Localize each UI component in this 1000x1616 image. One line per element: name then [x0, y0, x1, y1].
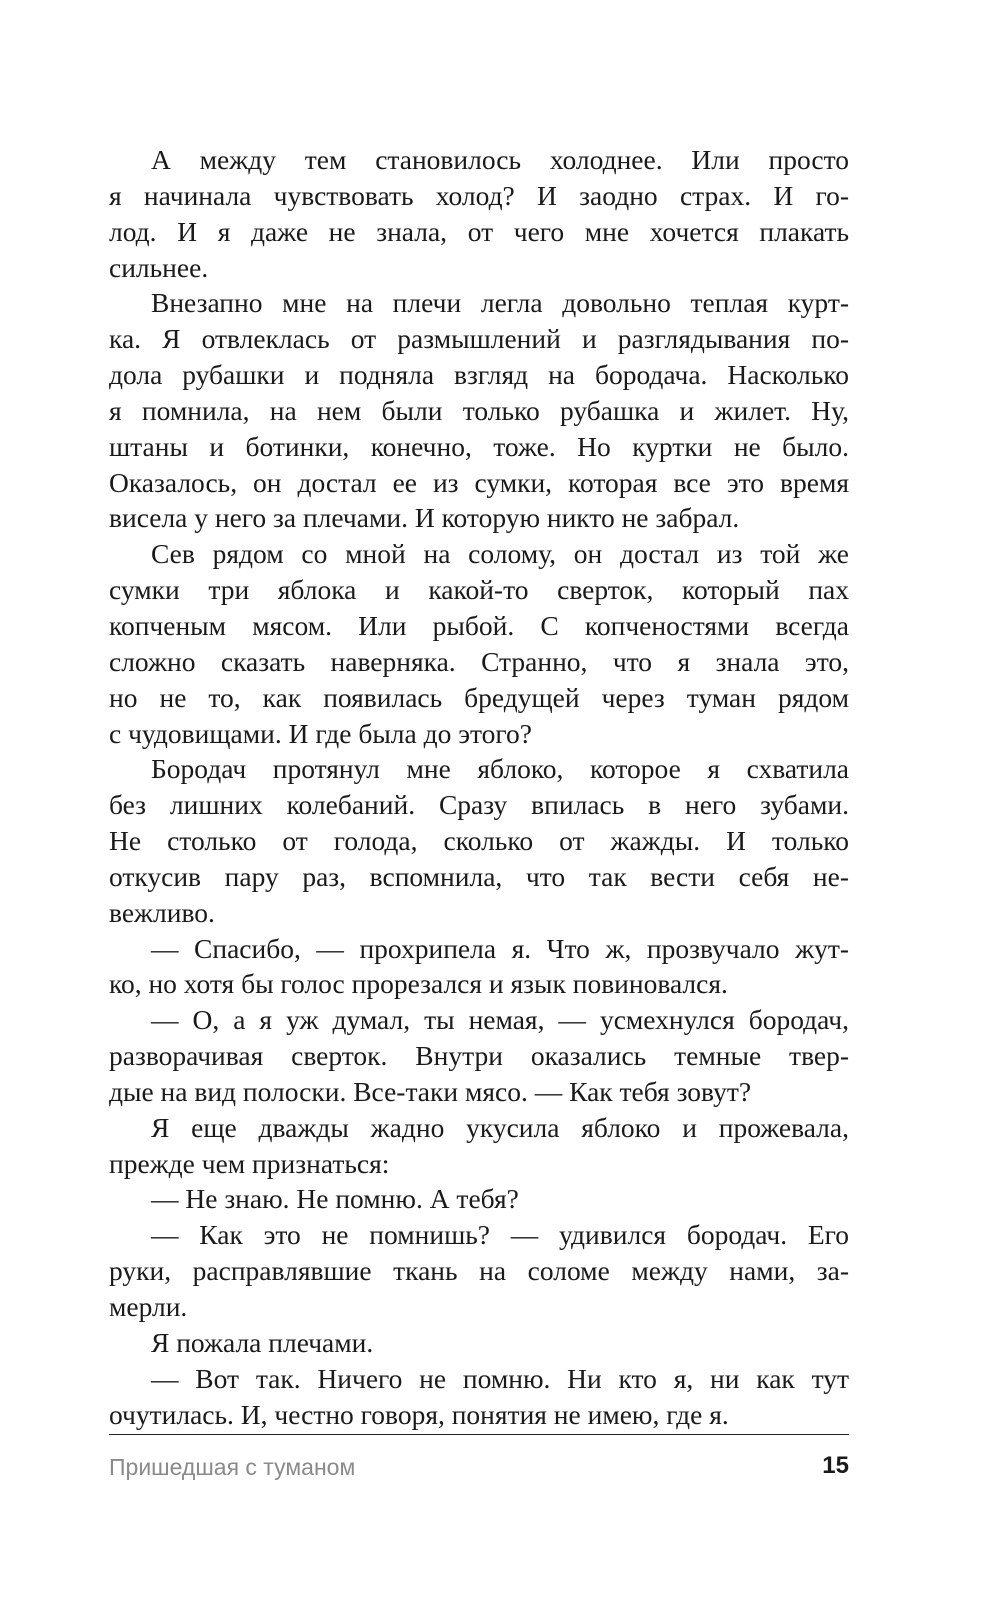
text-line: но не то, как появилась бредущей через туман рядом: [109, 681, 849, 713]
text-line: Внезапно мне на плечи легла довольно теплая курт-: [151, 287, 849, 319]
text-line: копченым мясом. Или рыбой. С копченостями всегда: [109, 609, 849, 641]
text-line: сложно сказать наверняка. Странно, что я знала это,: [109, 645, 849, 677]
text-line: лод. И я даже не знала, от чего мне хочется плакать: [109, 215, 849, 247]
text-line: дола рубашки и подняла взгляд на бородача. Насколько: [109, 359, 849, 391]
text-line: — Как это не помнишь? — удивился бородач. Его: [151, 1219, 849, 1251]
text-line: с чудовищами. И где была до этого?: [109, 717, 532, 749]
text-line: Бородач протянул мне яблоко, которое я схватила: [151, 753, 849, 785]
text-line: дые на вид полоски. Все-таки мясо. — Как тебя зовут?: [109, 1075, 752, 1107]
page-number: 15: [822, 1452, 849, 1479]
text-line: Я еще дважды жадно укусила яблоко и прожевала,: [151, 1111, 849, 1143]
text-line: прежде чем признаться:: [109, 1147, 390, 1179]
text-line: висела у него за плечами. И которую никто не забрал.: [109, 502, 740, 534]
text-line: — Спасибо, — прохрипела я. Что ж, прозвучало жут-: [151, 932, 849, 964]
text-line: — О, а я уж думал, ты немая, — усмехнулся бородач,: [151, 1004, 849, 1036]
text-line: руки, расправлявшие ткань на соломе между нами, за-: [109, 1255, 849, 1287]
text-line: очутилась. И, честно говоря, понятия не имею, где я.: [109, 1398, 729, 1430]
text-line: Сев рядом со мной на солому, он достал из той же: [151, 538, 849, 570]
text-line: сумки три яблока и какой-то сверток, который пах: [109, 574, 849, 606]
text-line: — Вот так. Ничего не помню. Ни кто я, ни как тут: [151, 1362, 849, 1394]
text-line: Не столько от голода, сколько от жажды. И только: [109, 825, 849, 857]
text-line: Я пожала плечами.: [151, 1326, 374, 1358]
text-line: без лишних колебаний. Сразу впилась в него зубами.: [109, 789, 849, 821]
text-line: мерли.: [109, 1291, 188, 1322]
text-line: Оказалось, он достал ее из сумки, которая все это время: [109, 466, 849, 498]
running-footer-title: Пришедшая с туманом: [109, 1454, 356, 1480]
text-line: я начинала чувствовать холод? И заодно страх. И го-: [109, 179, 849, 211]
text-line: — Не знаю. Не помню. А тебя?: [151, 1183, 519, 1215]
text-line: сильнее.: [109, 251, 209, 283]
text-line: ко, но хотя бы голос прорезался и язык повиновался.: [109, 968, 728, 1000]
text-line: вежливо.: [109, 896, 215, 928]
text-line: штаны и ботинки, конечно, тоже. Но куртки не было.: [109, 430, 849, 462]
text-line: А между тем становилось холоднее. Или просто: [151, 144, 849, 175]
body-text: [109, 142, 849, 1432]
text-line: разворачивая сверток. Внутри оказались темные твер-: [109, 1040, 849, 1072]
text-line: я помнила, на нем были только рубашка и жилет. Ну,: [109, 394, 849, 426]
text-line: ка. Я отвлеклась от размышлений и разглядывания по-: [109, 323, 849, 355]
footer-divider: [109, 1434, 849, 1435]
text-line: откусив пару раз, вспомнила, что так вести себя не-: [109, 860, 849, 892]
